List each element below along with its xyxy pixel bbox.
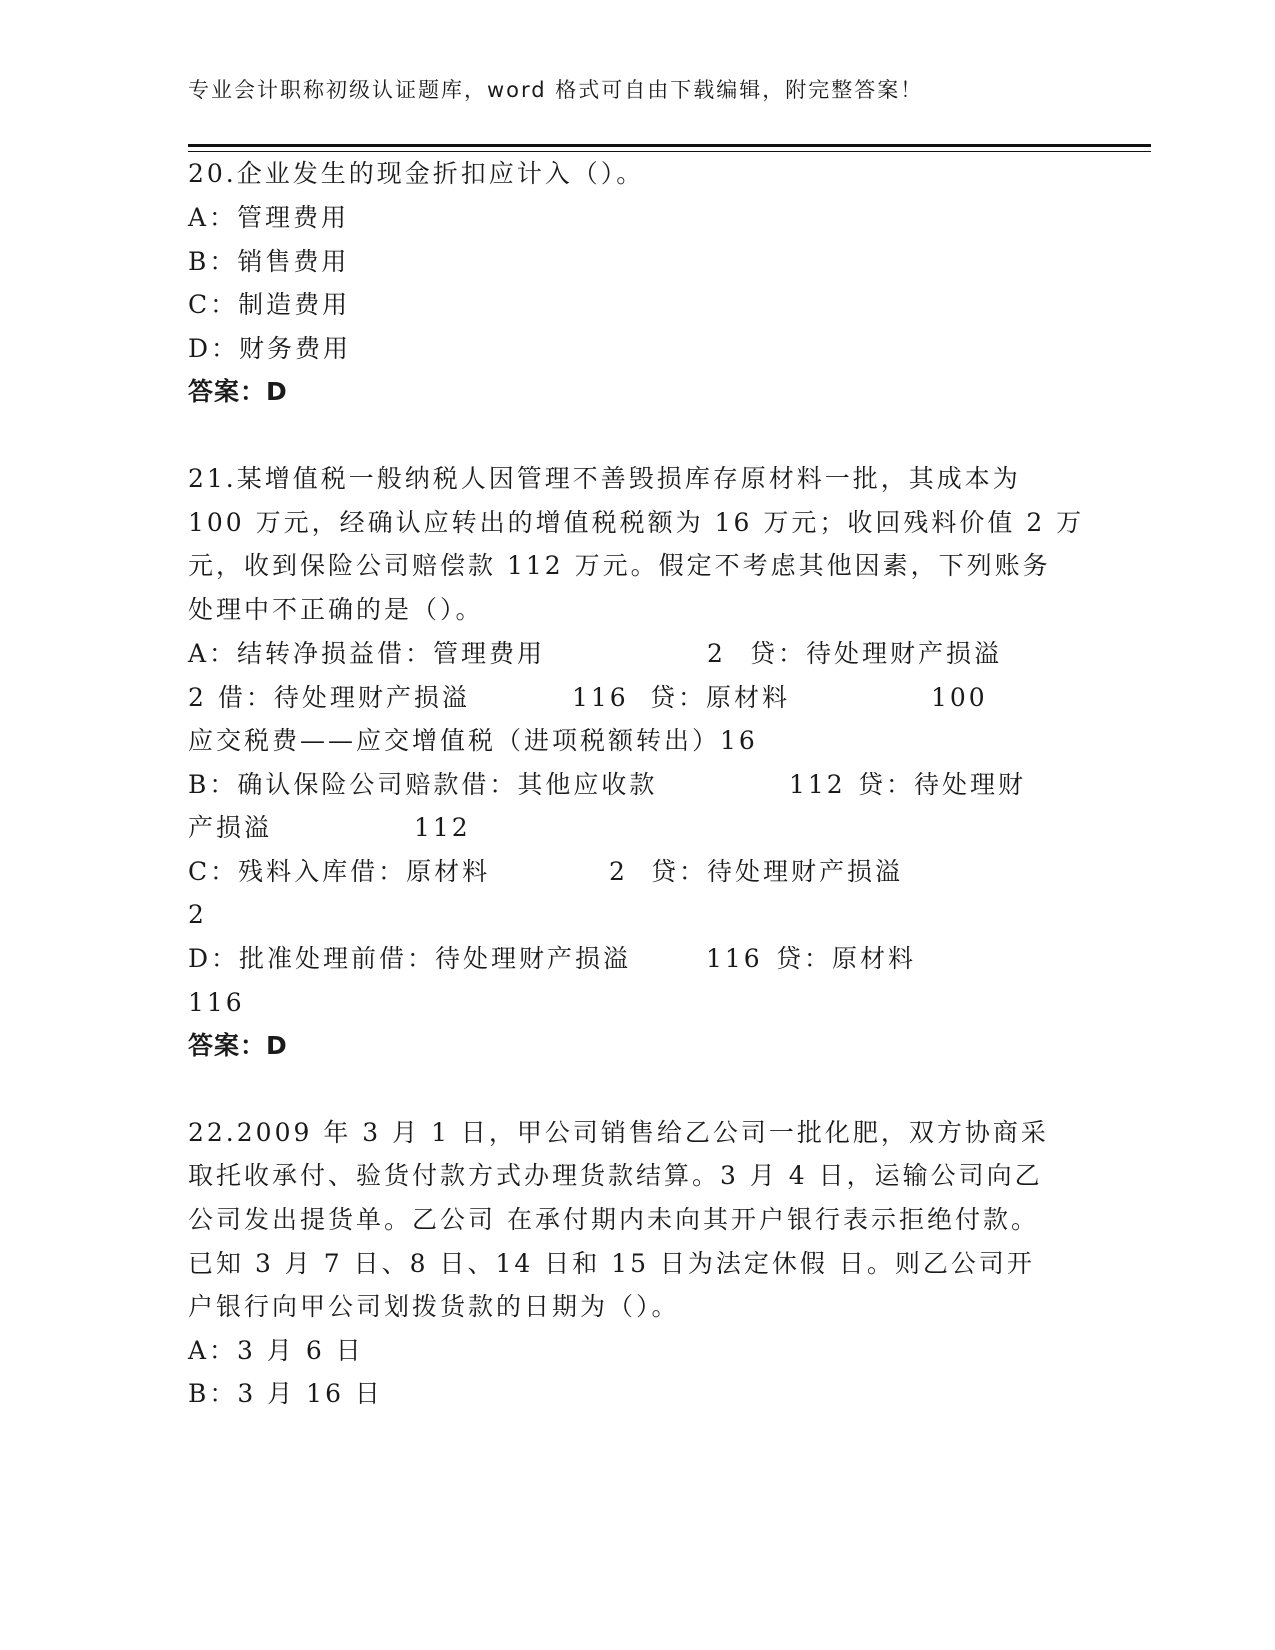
option-c-credit: 贷：待处理财产损溢 [651, 857, 904, 886]
question-22-stem-line-2: 取托收承付、验货付款方式办理货款结算。3 月 4 日，运输公司向乙 [188, 1161, 1043, 1190]
option-d-credit: 贷：原材料 [776, 944, 917, 973]
option-b-debit: B：确认保险公司赔款借：其他应收款 [188, 770, 658, 799]
question-21-answer: 答案：D [188, 1031, 288, 1060]
option-a-amount-3: 100 [931, 683, 988, 712]
page-header: 专业会计职称初级认证题库，word 格式可自由下载编辑，附完整答案！ [188, 78, 924, 102]
header-divider-thin [188, 151, 1151, 152]
option-a-amount-2: 116 [572, 683, 629, 712]
question-22-stem-line-4: 已知 3 月 7 日、8 日、14 日和 15 日为法定休假 日。则乙公司开 [188, 1249, 1035, 1278]
option-a-credit: 贷：待处理财产损溢 [750, 639, 1003, 668]
question-22-stem-line-3: 公司发出提货单。乙公司 在承付期内未向其开户银行表示拒绝付款。 [188, 1205, 1039, 1234]
option-c-debit: C：残料入库借：原材料 [188, 857, 491, 886]
question-21-option-d-line-1 [188, 943, 1088, 975]
option-b-amount: 112 [789, 770, 846, 799]
question-21-stem-line-1: 21.某增值税一般纳税人因管理不善毁损库存原材料一批，其成本为 [188, 464, 1021, 493]
question-20-option-d: D：财务费用 [188, 334, 352, 363]
question-22-option-a: A：3 月 6 日 [188, 1336, 364, 1365]
question-22-stem-line-1: 22.2009 年 3 月 1 日，甲公司销售给乙公司一批化肥，双方协商采 [188, 1118, 1049, 1147]
question-21-option-a-line-2 [188, 682, 1088, 714]
question-22-option-b: B：3 月 16 日 [188, 1379, 383, 1408]
option-a-debit: A：结转净损益借：管理费用 [188, 639, 546, 668]
question-21-stem-line-3: 元，收到保险公司赔偿款 112 万元。假定不考虑其他因素，下列账务 [188, 551, 1051, 580]
question-21-option-c-line-2: 2 [188, 900, 207, 929]
question-21-option-d-line-2: 116 [188, 988, 245, 1017]
option-a-credit-2: 贷：原材料 [650, 683, 791, 712]
option-a-debit-2: 2 借：待处理财产损溢 [188, 683, 470, 712]
option-d-debit: D：批准处理前借：待处理财产损溢 [188, 944, 632, 973]
question-20-option-c: C：制造费用 [188, 290, 351, 319]
option-c-amount: 2 [609, 857, 628, 886]
question-21-stem-line-4: 处理中不正确的是（）。 [188, 595, 484, 624]
question-21-stem-line-2: 100 万元，经确认应转出的增值税税额为 16 万元；收回残料价值 2 万 [188, 508, 1085, 537]
question-21-option-a-line-1 [188, 638, 1088, 670]
question-22-stem-line-5: 户银行向甲公司划拨货款的日期为（）。 [188, 1292, 680, 1321]
question-20-option-b: B：销售费用 [188, 247, 350, 276]
header-divider-thick [188, 144, 1151, 147]
question-21-option-b-line-1 [188, 769, 1088, 801]
option-b-credit: 贷：待处理财 [858, 770, 1027, 799]
option-d-amount: 116 [706, 944, 763, 973]
question-20-stem: 20.企业发生的现金折扣应计入（）。 [188, 159, 645, 188]
option-b-credit-cont: 产损溢 [188, 813, 273, 842]
question-20-answer: 答案：D [188, 377, 288, 406]
option-b-amount-2: 112 [414, 813, 471, 842]
question-21-option-a-line-3: 应交税费——应交增值税（进项税额转出）16 [188, 726, 758, 755]
question-20-option-a: A：管理费用 [188, 203, 350, 232]
option-a-amount: 2 [707, 639, 726, 668]
question-21-option-c-line-1 [188, 856, 1088, 888]
question-21-option-b-line-2 [188, 812, 1088, 844]
